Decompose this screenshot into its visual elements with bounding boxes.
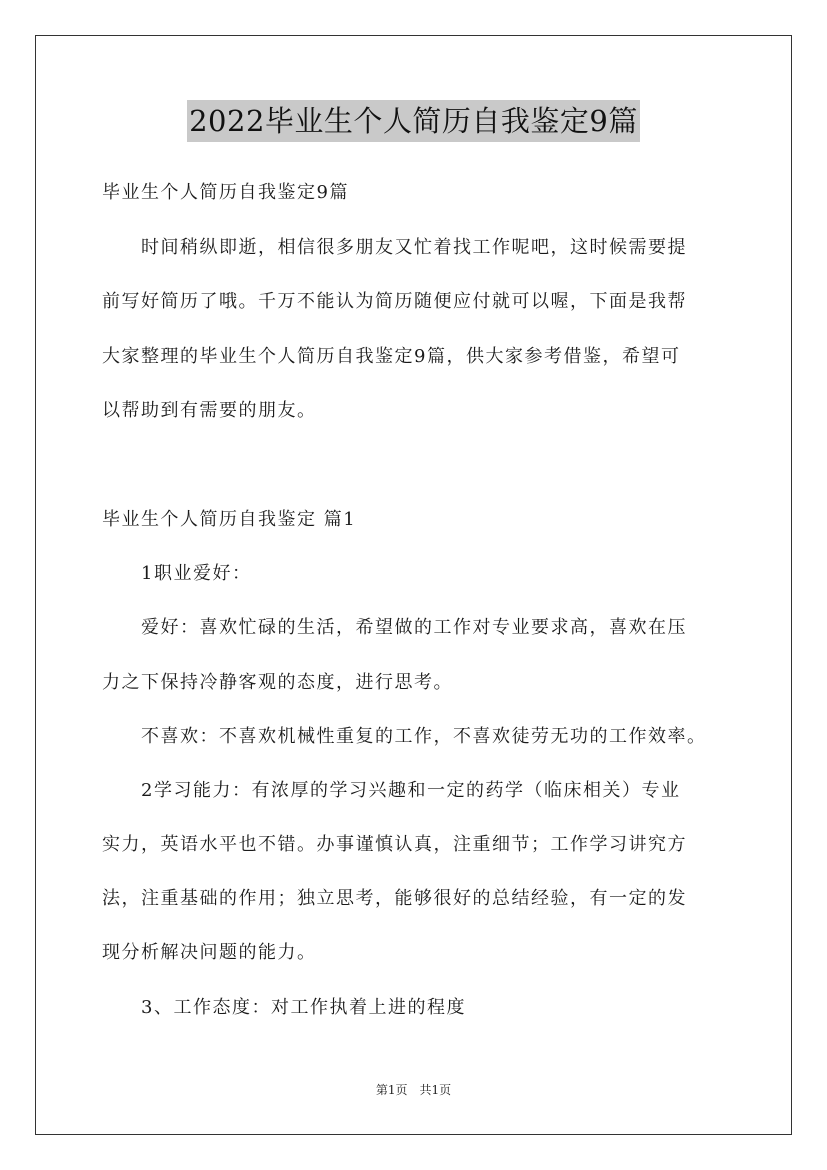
page-footer: 第1页 共1页 [375,1083,452,1097]
body-line-6: 实力，英语水平也不错。办事谨慎认真，注重细节；工作学习讲究方 [102,834,687,855]
intro-line-4: 以帮助到有需要的朋友。 [102,400,317,421]
title-wrap [0,100,827,142]
section-heading: 毕业生个人简历自我鉴定 篇1 [102,509,357,530]
body-line-7: 法，注重基础的作用；独立思考，能够很好的总结经验，有一定的发 [102,888,687,909]
intro-line-3: 大家整理的毕业生个人简历自我鉴定9篇，供大家参考借鉴，希望可 [102,346,681,367]
document-title: 2022毕业生个人简历自我鉴定9篇 [187,100,640,142]
body-line-8: 现分析解决问题的能力。 [102,942,317,963]
intro-line-2: 前写好简历了哦。千万不能认为简历随便应付就可以喔，下面是我帮 [102,291,687,312]
body-line-2: 爱好：喜欢忙碌的生活，希望做的工作对专业要求高，喜欢在压 [102,617,687,638]
subtitle-line: 毕业生个人简历自我鉴定9篇 [102,182,349,203]
body-line-9: 3、工作态度：对工作执着上进的程度 [102,997,466,1018]
body-line-3: 力之下保持冷静客观的态度，进行思考。 [102,672,453,693]
body-line-4: 不喜欢：不喜欢机械性重复的工作，不喜欢徒劳无功的工作效率。 [102,726,707,747]
body-line-5: 2学习能力：有浓厚的学习兴趣和一定的药学（临床相关）专业 [102,780,681,801]
body-line-1: 1职业爱好： [102,563,252,584]
intro-line-1: 时间稍纵即逝，相信很多朋友又忙着找工作呢吧，这时候需要提 [102,237,687,258]
